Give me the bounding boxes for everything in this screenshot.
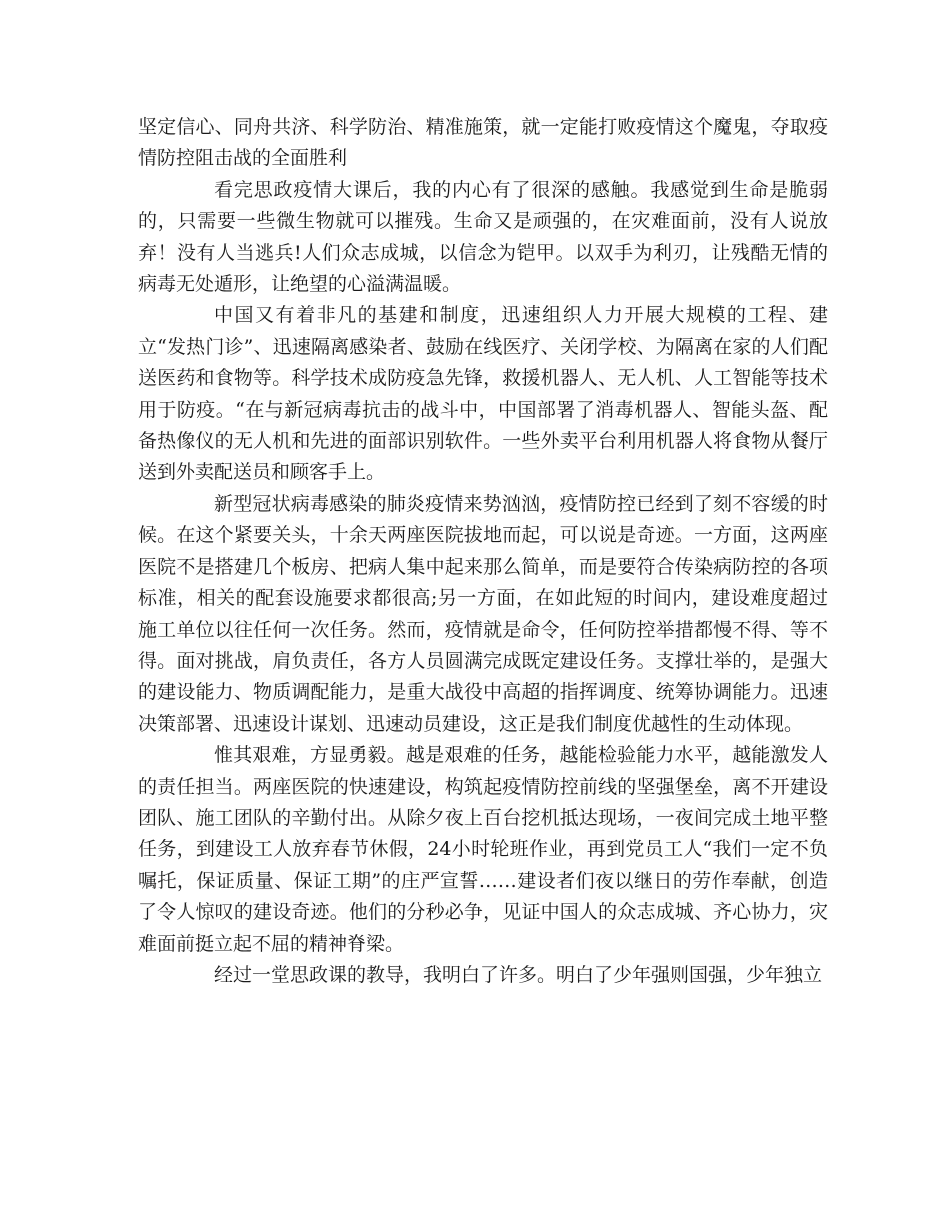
document-body xyxy=(138,112,828,991)
paragraph-text: 新型冠状病毒感染的肺炎疫情来势汹汹，疫情防控已经到了刻不容缓的时候。在这个紧要关头，十余天两座医院拔地而起，可以说是奇迹。一方面，这两座医院不是搭建几个板房、把病人集中起来那么简单，而是要符合传染病防控的各项标准，相关的配套设施要求都很高;另一方面，在如此短的时间内，建设难度超过施工单位以往任何一次任务。然而，疫情就是命令，任何防控举措都慢不得、等不得。面对挑战，肩负责任，各方人员圆满完成既定建设任务。支撑壮举的，是强大的建设能力、物质调配能力，是重大战役中高超的指挥调度、统筹协调能力。迅速决策部署、迅速设计谋划、迅速动员建设，这正是我们制度优越性的生动体现。 xyxy=(138,492,828,735)
paragraph-reflection xyxy=(138,175,828,301)
paragraph-hospitals xyxy=(138,489,828,740)
paragraph-infrastructure xyxy=(138,300,828,488)
paragraph-text: 中国又有着非凡的基建和制度，迅速组织人力开展大规模的工程、建立“发热门诊”、迅速隔离感染者、鼓励在线医疗、关闭学校、为隔离在家的人们配送医药和食物等。科学技术成防疫急先锋，救援机器人、无人机、人工智能等技术用于防疫。“在与新冠病毒抗击的战斗中，中国部署了消毒机器人、智能头盔、配备热像仪的无人机和先进的面部识别软件。一些外卖平台利用机器人将食物从餐厅送到外卖配送员和顾客手上。 xyxy=(138,304,828,484)
paragraph-conclusion xyxy=(138,960,828,991)
paragraph-builders xyxy=(138,740,828,960)
paragraph-text: 坚定信心、同舟共济、科学防治、精准施策，就一定能打败疫情这个魔鬼，夺取疫情防控阻击战的全面胜利 xyxy=(138,116,828,170)
paragraph-text: 经过一堂思政课的教导，我明白了许多。明白了少年强则国强，少年独立 xyxy=(214,963,823,986)
paragraph-intro xyxy=(138,112,828,175)
paragraph-text: 看完思政疫情大课后，我的内心有了很深的感触。我感觉到生命是脆弱的，只需要一些微生物就可以摧残。生命又是顽强的，在灾难面前，没有人说放弃！没有人当逃兵!人们众志成城，以信念为铠甲。以双手为利刃，让残酷无情的病毒无处遁形，让绝望的心溢满温暖。 xyxy=(138,178,828,296)
paragraph-text: 惟其艰难，方显勇毅。越是艰难的任务，越能检验能力水平，越能激发人的责任担当。两座医院的快速建设，构筑起疫情防控前线的坚强堡垒，离不开建设团队、施工团队的辛勤付出。从除夕夜上百台挖机抵达现场，一夜间完成土地平整任务，到建设工人放弃春节休假，24小时轮班作业，再到党员工人“我们一定不负嘱托，保证质量、保证工期”的庄严宣誓……建设者们夜以继日的劳作奉献，创造了令人惊叹的建设奇迹。他们的分秒必争，见证中国人的众志成城、齐心协力，灾难面前挺立起不屈的精神脊梁。 xyxy=(138,744,828,955)
